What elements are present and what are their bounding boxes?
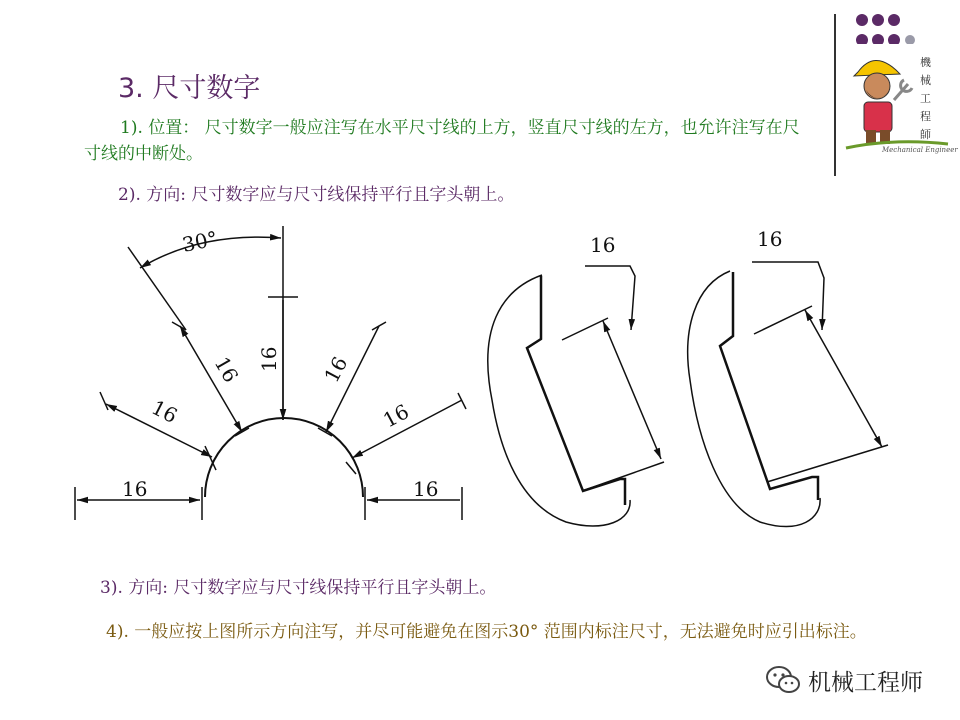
angle-label: 30° bbox=[180, 226, 220, 257]
paragraph-position: 1). 位置： 尺寸数字一般应注写在水平尺寸线的上方，竖直尺寸线的左方，也允许注写在尺寸线的中断处。 bbox=[84, 118, 800, 164]
dim-label-1: 16 bbox=[122, 477, 148, 501]
dim-label-8: 16 bbox=[590, 233, 616, 257]
decorative-dots bbox=[854, 12, 914, 46]
dim-label-3: 16 bbox=[147, 395, 182, 429]
logo-char-3: 工 bbox=[920, 92, 931, 105]
dim-label-9: 16 bbox=[757, 227, 783, 251]
engineer-logo bbox=[844, 44, 958, 154]
divider-line bbox=[834, 14, 836, 176]
logo-char-5: 師 bbox=[920, 128, 931, 141]
dim-label-5: 16 bbox=[257, 346, 281, 372]
paragraph-direction-repeat: 3). 方向: 尺寸数字应与尺寸线保持平行且字头朝上。 bbox=[100, 578, 497, 598]
radial-dimensions bbox=[75, 226, 466, 520]
dim-label-6: 16 bbox=[319, 352, 353, 387]
logo-char-1: 機 bbox=[920, 56, 931, 69]
dimension-diagram bbox=[0, 210, 960, 570]
logo-caption: Mechanical Engineer bbox=[882, 146, 958, 154]
dim-label-7: 16 bbox=[379, 399, 413, 433]
semicircle-outline bbox=[205, 418, 363, 497]
part2-profile bbox=[720, 272, 818, 500]
part-leader-example bbox=[488, 275, 630, 526]
part1-profile bbox=[527, 276, 625, 505]
paragraph-direction: 2). 方向: 尺寸数字应与尺寸线保持平行且字头朝上。 bbox=[118, 185, 515, 205]
dim-label-2: 16 bbox=[413, 477, 439, 501]
logo-char-2: 械 bbox=[920, 74, 931, 87]
watermark-text: 机械工程师 bbox=[808, 670, 923, 696]
slide-title: 3. 尺寸数字 bbox=[118, 73, 261, 104]
wechat-icon bbox=[764, 664, 802, 696]
dim-label-4: 16 bbox=[209, 352, 244, 387]
logo-char-4: 程 bbox=[920, 110, 931, 123]
paragraph-avoid-30-degree: 4). 一般应按上图所示方向注写，并尽可能避免在图示30° 范围内标注尺寸，无法避免时应引出标注。 bbox=[106, 622, 867, 642]
